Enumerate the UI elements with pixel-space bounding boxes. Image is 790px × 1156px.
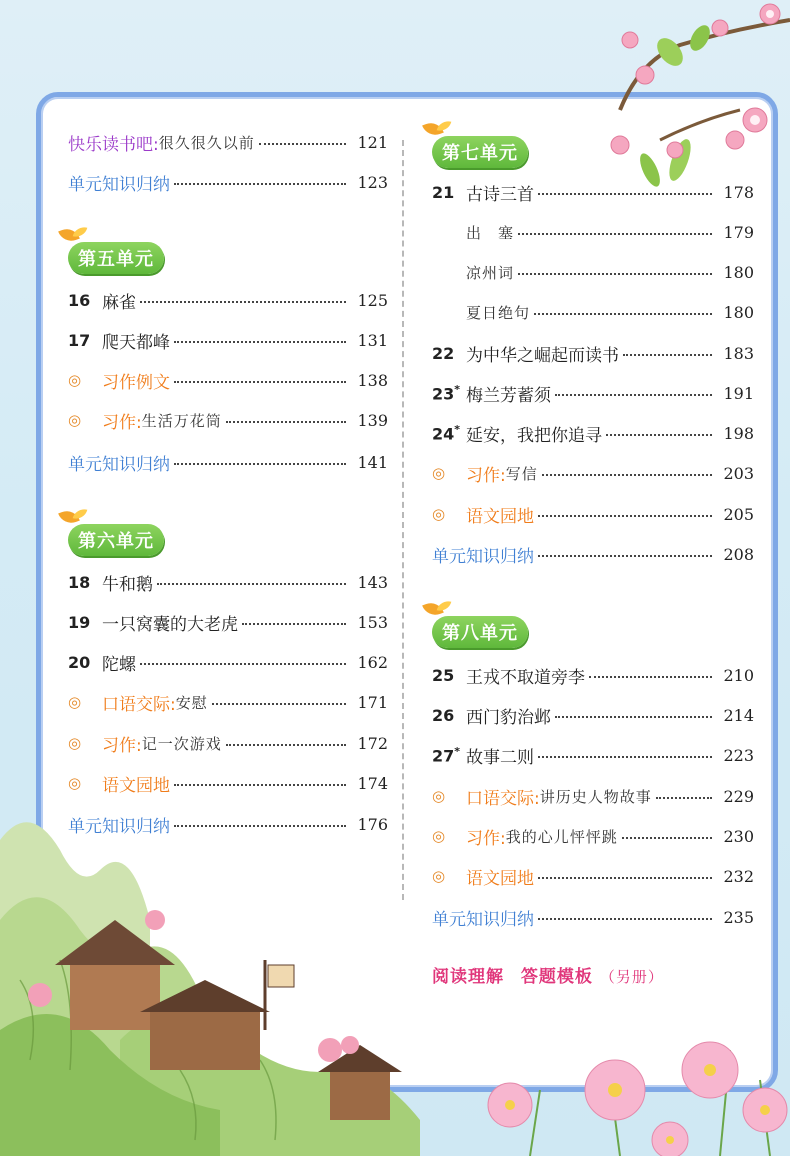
toc-row[interactable]: [68, 769, 388, 797]
lesson-number: 26: [432, 705, 455, 725]
leader-dots: [606, 434, 712, 436]
cosmos-flowers-icon: [470, 1010, 790, 1156]
leader-dots: [538, 515, 712, 517]
lesson-number-value: 27: [432, 746, 455, 766]
toc-row[interactable]: [432, 298, 754, 326]
reading-club-title: 很久很久以前: [158, 133, 255, 152]
leader-dots: [242, 623, 346, 625]
peach-blossom-branch-icon: [560, 0, 790, 200]
unit-summary-label: 单元知识归纳: [68, 454, 170, 475]
page-number: 230: [723, 826, 754, 846]
leader-dots: [589, 676, 712, 678]
lesson-title: 为中华之崛起而读书: [466, 345, 619, 366]
lesson-type: 口语交际:: [102, 694, 176, 715]
lesson-title: 爬天都峰: [102, 332, 170, 353]
lesson-number: [432, 423, 466, 443]
lesson-type: 习作:: [102, 412, 142, 433]
page-number: 176: [357, 814, 388, 834]
unit-7-label: 第七单元: [442, 143, 518, 164]
leader-dots: [212, 703, 346, 705]
unit-8-heading: [432, 616, 528, 648]
page-number: 203: [723, 463, 754, 483]
lesson-type: 习作:: [466, 828, 506, 849]
toc-row[interactable]: [68, 568, 388, 596]
toc-row[interactable]: [68, 688, 388, 716]
toc-row[interactable]: [432, 540, 754, 568]
leader-dots: [174, 341, 346, 343]
leader-dots: [157, 583, 346, 585]
leader-dots: [140, 663, 346, 665]
leader-dots: [623, 354, 712, 356]
leader-dots: [174, 183, 346, 185]
bullet-icon: ◎: [68, 371, 82, 389]
lesson-number: [432, 745, 466, 765]
page-number: 232: [723, 866, 754, 886]
bullet-icon: ◎: [432, 505, 446, 523]
lesson-number-value: 24: [432, 424, 455, 444]
unit-6-label: 第六单元: [78, 531, 154, 552]
toc-row[interactable]: [432, 782, 754, 810]
leader-dots: [622, 837, 712, 839]
page-number: 235: [723, 907, 754, 927]
bullet-icon: ◎: [68, 411, 82, 429]
answer-template-note[interactable]: [432, 962, 664, 987]
page-number: 162: [357, 652, 388, 672]
leader-dots: [226, 744, 346, 746]
bullet-icon: ◎: [432, 867, 446, 885]
lesson-type: 习作:: [102, 735, 142, 756]
unit-summary-label: 单元知识归纳: [68, 174, 170, 195]
lesson-title: 麻雀: [102, 292, 136, 313]
leader-dots: [174, 381, 346, 383]
poem-title: 出 塞: [466, 223, 515, 242]
lesson-title: 记一次游戏: [141, 734, 222, 753]
toc-row[interactable]: [68, 326, 388, 354]
lesson-number: 17: [68, 330, 91, 350]
toc-row[interactable]: [432, 741, 754, 769]
separate-volume-label: （另册）: [599, 968, 664, 986]
page-number: 121: [357, 132, 388, 152]
toc-row[interactable]: [68, 168, 388, 196]
bullet-icon: ◎: [68, 774, 82, 792]
toc-row[interactable]: [68, 648, 388, 676]
reading-comprehension-label: 阅读理解: [432, 967, 504, 987]
toc-row[interactable]: [68, 608, 388, 636]
unit-8-label: 第八单元: [442, 623, 518, 644]
lesson-title: 牛和鹅: [102, 574, 153, 595]
toc-row[interactable]: [68, 729, 388, 757]
answer-template-label: 答题模板: [520, 967, 593, 987]
optional-star: *: [454, 422, 461, 436]
lesson-title: 延安，我把你追寻: [466, 425, 602, 446]
leader-dots: [538, 555, 712, 557]
lesson-number: 16: [68, 290, 91, 310]
toc-row[interactable]: [432, 862, 754, 890]
page-number: 210: [723, 665, 754, 685]
lesson-title: 写信: [505, 464, 538, 483]
toc-row[interactable]: [432, 903, 754, 931]
toc-row[interactable]: [68, 286, 388, 314]
leader-dots: [538, 193, 712, 195]
bullet-icon: ◎: [432, 827, 446, 845]
leader-dots: [555, 394, 712, 396]
poem-title: 凉州词: [466, 263, 515, 282]
lesson-title: 语文园地: [466, 868, 534, 889]
toc-row[interactable]: [432, 500, 754, 528]
bullet-icon: ◎: [68, 734, 82, 752]
page-number: 214: [723, 705, 754, 725]
leader-dots: [174, 463, 346, 465]
page-number: 171: [357, 692, 388, 712]
leader-dots: [174, 825, 346, 827]
page-number: 183: [723, 343, 754, 363]
optional-star: *: [454, 744, 461, 758]
toc-row[interactable]: [432, 661, 754, 689]
unit-6-heading: [68, 524, 164, 556]
toc-row[interactable]: [432, 218, 754, 246]
page-number: 141: [357, 452, 388, 472]
lesson-title: 陀螺: [102, 654, 136, 675]
toc-row[interactable]: [432, 822, 754, 850]
unit-summary-label: 单元知识归纳: [432, 546, 534, 567]
optional-star: *: [454, 382, 461, 396]
page-number: 125: [357, 290, 388, 310]
lesson-number: [432, 383, 466, 403]
leader-dots: [174, 784, 346, 786]
lesson-title: 习作例文: [102, 372, 170, 393]
toc-row[interactable]: [432, 339, 754, 367]
bullet-icon: ◎: [432, 464, 446, 482]
page-number: 138: [357, 370, 388, 390]
page-number: 174: [357, 773, 388, 793]
page-number: 223: [723, 745, 754, 765]
leader-dots: [259, 143, 346, 145]
page-number: 180: [723, 262, 754, 282]
bullet-icon: ◎: [432, 787, 446, 805]
lesson-number: 20: [68, 652, 91, 672]
lesson-title: 故事二则: [466, 747, 534, 768]
lesson-title: 安慰: [175, 693, 208, 712]
lesson-number: 19: [68, 612, 91, 632]
lesson-type: 习作:: [466, 465, 506, 486]
leader-dots: [226, 421, 346, 423]
lesson-title: 王戎不取道旁李: [466, 667, 585, 688]
page-number: 191: [723, 383, 754, 403]
poem-title: 夏日绝句: [466, 303, 531, 322]
page-number: 205: [723, 504, 754, 524]
lesson-title: 一只窝囊的大老虎: [102, 614, 238, 635]
lesson-number: 21: [432, 182, 455, 202]
unit-5-label: 第五单元: [78, 249, 154, 270]
lesson-title: 梅兰芳蓄须: [466, 385, 551, 406]
leader-dots: [555, 716, 712, 718]
lesson-title: 古诗三首: [466, 184, 534, 205]
unit-summary-label: 单元知识归纳: [432, 909, 534, 930]
toc-row[interactable]: [432, 701, 754, 729]
lesson-title: 讲历史人物故事: [539, 787, 652, 806]
lesson-title: 我的心儿怦怦跳: [505, 827, 618, 846]
leader-dots: [656, 797, 712, 799]
lesson-title: 语文园地: [466, 506, 534, 527]
toc-row[interactable]: [68, 128, 388, 156]
page-number: 178: [723, 182, 754, 202]
leader-dots: [542, 474, 712, 476]
leader-dots: [538, 756, 712, 758]
reading-club-label: 快乐读书吧:: [68, 134, 159, 155]
toc-row[interactable]: [68, 406, 388, 434]
leader-dots: [538, 877, 712, 879]
lesson-number: 25: [432, 665, 455, 685]
page-number: 139: [357, 410, 388, 430]
page-number: 179: [723, 222, 754, 242]
page-number: 180: [723, 302, 754, 322]
toc-row[interactable]: [432, 258, 754, 286]
page-number: 131: [357, 330, 388, 350]
lesson-title: 西门豹治邺: [466, 707, 551, 728]
leader-dots: [518, 233, 712, 235]
lesson-number: 22: [432, 343, 455, 363]
page-number: 208: [723, 544, 754, 564]
unit-summary-label: 单元知识归纳: [68, 816, 170, 837]
lesson-type: 口语交际:: [466, 788, 540, 809]
leader-dots: [518, 273, 712, 275]
unit-7-heading: [432, 136, 528, 168]
lesson-number-value: 23: [432, 384, 455, 404]
column-divider: [402, 140, 404, 900]
page-number: 153: [357, 612, 388, 632]
toc-row[interactable]: [432, 379, 754, 407]
bullet-icon: ◎: [68, 693, 82, 711]
toc-row[interactable]: [68, 448, 388, 476]
leader-dots: [538, 918, 712, 920]
page-number: 123: [357, 172, 388, 192]
page-number: 229: [723, 786, 754, 806]
page-number: 143: [357, 572, 388, 592]
lesson-title: 语文园地: [102, 775, 170, 796]
toc-row[interactable]: [432, 178, 754, 206]
page-number: 172: [357, 733, 388, 753]
leader-dots: [534, 313, 712, 315]
toc-row[interactable]: [68, 366, 388, 394]
lesson-title: 生活万花筒: [141, 411, 222, 430]
lesson-number: 18: [68, 572, 91, 592]
unit-5-heading: [68, 242, 164, 274]
toc-row[interactable]: [68, 810, 388, 838]
leader-dots: [140, 301, 346, 303]
toc-row[interactable]: [432, 459, 754, 487]
toc-row[interactable]: [432, 419, 754, 447]
page-number: 198: [723, 423, 754, 443]
